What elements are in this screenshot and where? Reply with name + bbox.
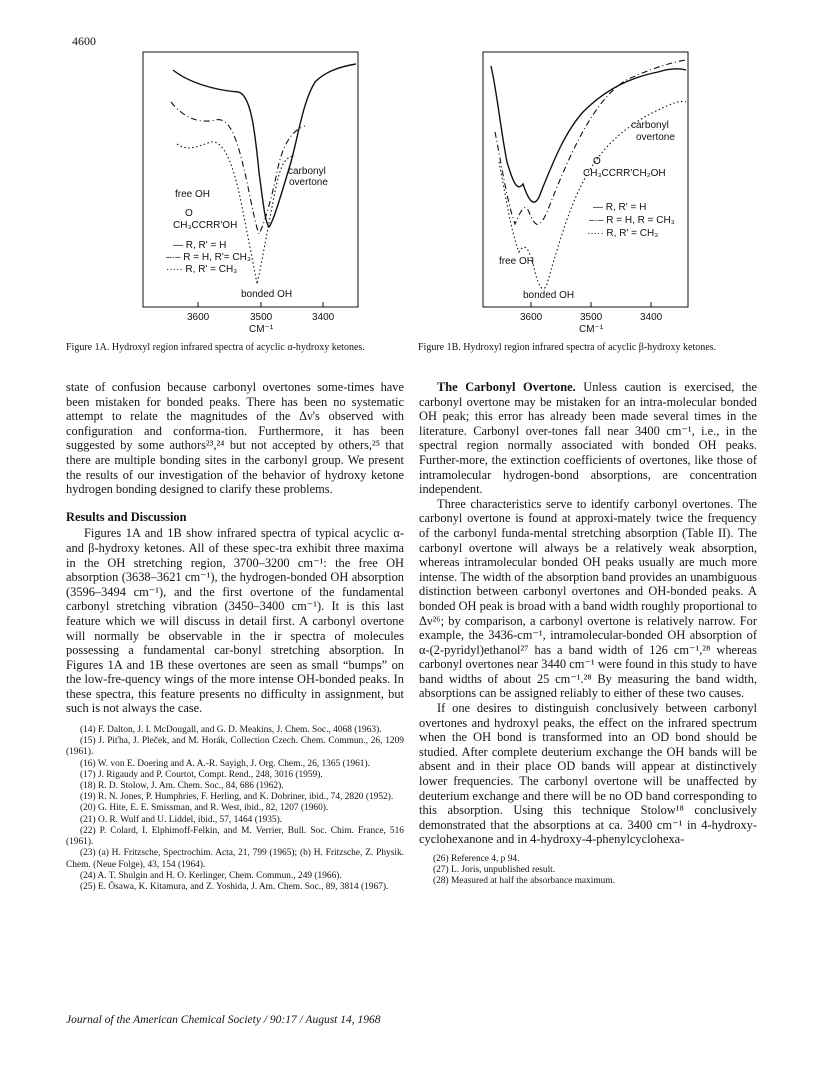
fig-a-oxygen-label: O — [185, 208, 193, 219]
right-references — [419, 854, 757, 888]
fig-a-overtone-label: overtone — [289, 177, 328, 188]
fig-a-free-oh-label: free OH — [175, 189, 211, 200]
left-paragraph-2: Figures 1A and 1B show infrared spectra of typical acyclic α- and β-hydroxy ketones. All of these spec-tra exhibit three maxima in the OH stretching region, 3700–3200 cm⁻¹: the free OH absorption (3638–3621 cm⁻¹), the hydrogen-bonded OH absorption (3596–3494 cm⁻¹), and the first overtone of the fundamental carbonyl stretching vibration (3450–3400 cm⁻¹). It is this last feature which we will discuss in detail first. A carbonyl overtone will normally be observable in the ir spectra of molecules possessing a fundamental car-bonyl stretching absorption. In Figures 1A and 1B these overtones are seen as small “bumps” on the low-fre-quency wings of the more intense OH-bonded peaks. In these spectra, this feature presents no difficulty in assignment, but such is not always the case. — [66, 526, 404, 716]
reference-21: (21) O. R. Wulf and U. Liddel, ibid., 57, 1464 (1935). — [80, 814, 283, 825]
figure-1a — [143, 52, 358, 352]
fig-a-tick-3400: 3400 — [312, 312, 335, 323]
page-number: 4600 — [72, 34, 96, 48]
fig-b-free-oh-label: free OH — [499, 256, 535, 267]
left-references — [66, 725, 404, 893]
reference-20: (20) G. Hite, E. E. Smissman, and R. West, ibid., 82, 1207 (1960). — [80, 803, 329, 814]
fig-b-legend-3: ····· R, R' = CH₃ — [587, 228, 659, 239]
figure-1b-spectrum — [483, 52, 688, 342]
right-column — [419, 380, 757, 888]
fig-b-tick-3400: 3400 — [640, 312, 663, 323]
journal-footer: Journal of the American Chemical Society / 90:17 / August 14, 1968 — [66, 1014, 381, 1026]
reference-15: (15) J. Piťha, J. Pleček, and M. Horák, Collection Czech. Chem. Commun., 26, 1209 (1961). — [66, 736, 404, 758]
right-paragraph-1 — [419, 380, 757, 497]
carbonyl-overtone-heading: The Carbonyl Overtone. — [437, 380, 576, 394]
fig-a-legend-1: — R, R' = H — [173, 240, 227, 251]
figure-1a-caption — [66, 342, 401, 354]
reference-16: (16) W. von E. Doering and A. A.-R. Sayigh, J. Org. Chem., 26, 1365 (1961). — [80, 758, 370, 769]
fig-a-tick-3500: 3500 — [250, 312, 273, 323]
figure-1a-spectrum — [143, 52, 358, 342]
right-paragraph-1-text: Unless caution is exercised, the carbonyl overtone may be mistaken for an intra-molecular bonded OH peak; this error has already been made several times in the literature. Carbonyl over-tones fall near 3400 cm⁻¹, i.e., in the spectral region normally associated with bonded OH peaks. Further-more, the extinction coefficients of overtones, like those of intramolecular hydrogen-bond absorptions, are concentration independent. — [419, 380, 757, 497]
fig-a-bonded-oh-label: bonded OH — [241, 289, 293, 300]
reference-17: (17) J. Rigaudy and P. Courtot, Compt. Rend., 248, 3016 (1959). — [80, 769, 323, 780]
figure-1b-caption — [418, 342, 758, 354]
reference-24: (24) A. T. Shulgin and H. O. Kerlinger, Chem. Commun., 249 (1966). — [80, 870, 342, 881]
fig-a-carbonyl-label: carbonyl — [288, 166, 326, 177]
fig-b-bonded-oh-label: bonded OH — [523, 290, 575, 301]
reference-28: (28) Measured at half the absorbance maximum. — [433, 876, 615, 887]
reference-22: (22) P. Colard, I. Elphimoff-Felkin, and M. Verrier, Bull. Soc. Chim. France, 516 (1961). — [66, 825, 404, 848]
fig-b-oxygen-label: O — [593, 156, 601, 167]
left-column — [66, 380, 404, 893]
left-paragraph-1: state of confusion because carbonyl overtones some-times have been mistaken for bonded peaks. There has been no systematic attempt to relate the magnitudes of the Δν's observed with configuration and conforma-tion. Furthermore, it has been suggested by some authors²³,²⁴ but not accepted by others,²⁵ that there are multiple bonding sites in the carbonyl group. We present the results of our investigation of the behavior of hydroxy ketone hydrogen bonding designed to clarify these problems. — [66, 380, 404, 497]
figure-1b — [483, 52, 688, 352]
right-paragraph-3: If one desires to distinguish conclusively between carbonyl overtones and hydroxyl peaks, the effect on the infrared spectrum when the OH bond is transformed into an OD bond should be studied. After complete deuterium exchange the OH bands will be absent and in their place OD bands will appear at distinctively lower frequencies. The carbonyl overtone will be unaffected by deuterium exchange and there will be no OD band corresponding to this absorption. Using this technique Stolow¹⁸ conclusively demonstrated that the absorptions at ca. 3400 cm⁻¹ in 4-hydroxy-cyclohexanone and in 4-hydroxy-4-phenylcyclohexa- — [419, 701, 757, 847]
reference-27: (27) L. Joris, unpublished result. — [433, 865, 556, 876]
fig-a-legend-2: –·– R = H, R'= CH₃ — [166, 252, 251, 263]
fig-b-tick-3500: 3500 — [580, 312, 603, 323]
figure-1b-caption-label: Figure 1B. — [418, 342, 461, 353]
reference-25: (25) E. Ōsawa, K. Kitamura, and Z. Yoshida, J. Am. Chem. Soc., 89, 3814 (1967). — [80, 881, 389, 892]
fig-b-axis-unit: CM⁻¹ — [579, 324, 604, 335]
fig-a-tick-3600: 3600 — [187, 312, 210, 323]
fig-b-carbonyl-label: carbonyl — [631, 120, 669, 131]
figure-1a-caption-label: Figure 1A. — [66, 342, 110, 353]
fig-b-formula: CH₃CCRR'CH₂OH — [583, 168, 666, 179]
fig-b-overtone-label: overtone — [636, 132, 675, 143]
fig-a-axis-unit: CM⁻¹ — [249, 324, 274, 335]
fig-b-legend-1: — R, R' = H — [593, 202, 647, 213]
reference-23: (23) (a) H. Fritzsche, Spectrochim. Acta, 21, 799 (1965); (b) H. Fritzsche, Z. Physik. Chem. (Neue Folge), 43, 154 (1964). — [66, 848, 404, 870]
fig-b-legend-2: –·– R = H, R = CH₃ — [589, 215, 675, 226]
reference-14: (14) F. Dalton, J. I. McDougall, and G. D. Meakins, J. Chem. Soc., 4068 (1963). — [80, 725, 382, 736]
figure-1a-caption-text: Hydroxyl region infrared spectra of acyclic α-hydroxy ketones. — [111, 342, 365, 353]
right-paragraph-2: Three characteristics serve to identify carbonyl overtones. The carbonyl overtone is found at approxi-mately twice the frequency of the carbonyl funda-mental stretching absorption (Table II). The carbonyl overtone will always be a relatively weak absorption, whereas intramolecular bonded OH peaks usually are much more intense. The width of the absorption band provides an unambiguous distinction between carbonyl overtones and OH-bonded peaks. A bonded OH peak is broad with a band width roughly proportional to Δν²⁶; by comparison, a carbonyl overtone is relatively narrow. For example, the 3436-cm⁻¹, intramolecular-bonded OH absorption of α-(2-pyridyl)ethanol²⁷ has a band width of 126 cm⁻¹,²⁸ whereas carbonyl overtones near 3440 cm⁻¹ were found in this study to have band widths of about 25 cm⁻¹.²⁸ By measuring the band width, absorptions can be assigned reliably to either of these two causes. — [419, 496, 757, 701]
fig-a-legend-3: ····· R, R' = CH₃ — [166, 264, 238, 275]
reference-26: (26) Reference 4, p 94. — [433, 854, 520, 864]
fig-a-formula: CH₃CCRR'OH — [173, 220, 238, 231]
figure-1b-caption-text: Hydroxyl region infrared spectra of acyclic β-hydroxy ketones. — [463, 342, 717, 353]
results-heading: Results and Discussion — [66, 509, 187, 524]
reference-19: (19) R. N. Jones, P. Humphries, F. Herling, and K. Dobriner, ibid., 74, 2820 (1952). — [80, 792, 394, 803]
fig-b-tick-3600: 3600 — [520, 312, 543, 323]
reference-18: (18) R. D. Stolow, J. Am. Chem. Soc., 84, 686 (1962). — [80, 781, 284, 792]
